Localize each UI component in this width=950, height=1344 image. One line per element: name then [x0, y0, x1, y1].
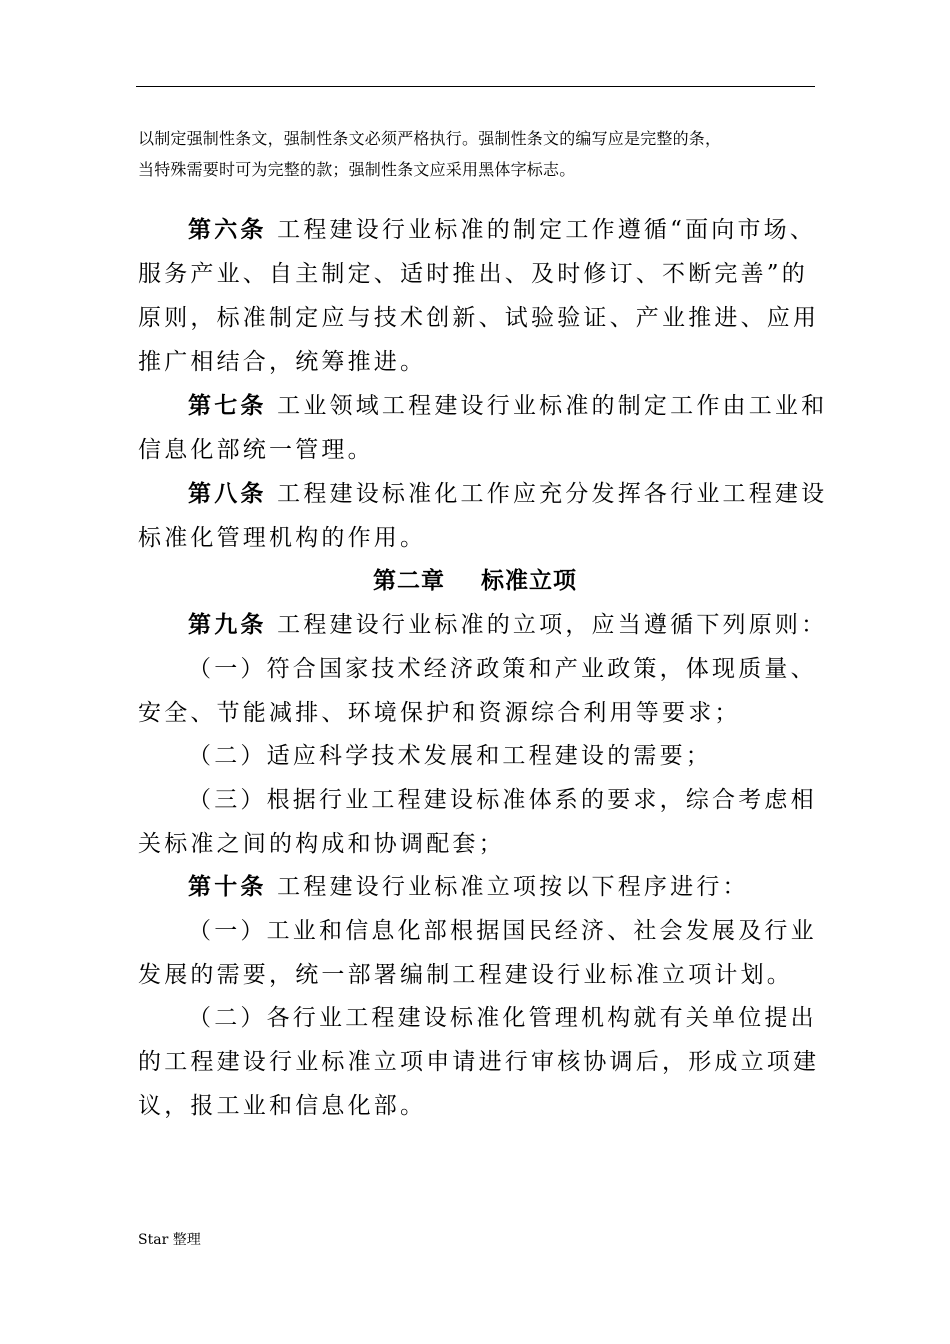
article-7-first-line	[188, 391, 827, 421]
article-10-item-2-line-2: 的工程建设行业标准立项申请进行审核协调后，形成立项建	[138, 1049, 820, 1075]
article-9-text: 工程建设行业标准的立项，应当遵循下列原则：	[266, 612, 828, 638]
article-9-item-3-line-2: 关标准之间的构成和协调配套；	[138, 831, 505, 857]
article-8-line-2: 标准化管理机构的作用。	[138, 525, 427, 551]
article-6-line-3: 原则，标准制定应与技术创新、试验验证、产业推进、应用	[138, 305, 820, 331]
continuation-line-1: 以制定强制性条文，强制性条文必须严格执行。强制性条文的编写应是完整的条，	[138, 129, 722, 148]
article-10-item-1-line-2: 发展的需要，统一部署编制工程建设行业标准立项计划。	[138, 962, 793, 988]
article-8-text: 工程建设标准化工作应充分发挥各行业工程建设	[266, 481, 828, 507]
article-6-text: 工程建设行业标准的制定工作遵循“面向市场、	[266, 217, 817, 243]
article-9-item-2: （二）适应科学技术发展和工程建设的需要；	[188, 743, 712, 769]
article-9-item-1-line-2: 安全、节能减排、环境保护和资源综合利用等要求；	[138, 700, 741, 726]
continuation-line-2: 当特殊需要时可为完整的款；强制性条文应采用黑体字标志。	[138, 160, 576, 179]
article-9-item-1-line-1: （一）符合国家技术经济政策和产业政策，体现质量、	[188, 656, 817, 682]
article-7-text: 工业领域工程建设行业标准的制定工作由工业和	[266, 393, 828, 419]
article-9-first-line	[188, 610, 827, 640]
article-7-line-2: 信息化部统一管理。	[138, 437, 374, 463]
article-6-line-4: 推广相结合，统筹推进。	[138, 349, 427, 375]
article-10-item-2-line-3: 议，报工业和信息化部。	[138, 1093, 427, 1119]
article-10-first-line	[188, 872, 749, 902]
article-10-label: 第十条	[188, 873, 267, 900]
article-6-first-line	[188, 215, 816, 245]
article-10-item-2-line-1: （二）各行业工程建设标准化管理机构就有关单位提出	[188, 1005, 817, 1031]
article-8-first-line	[188, 479, 827, 509]
article-9-item-3-line-1: （三）根据行业工程建设标准体系的要求，综合考虑相	[188, 787, 817, 813]
chapter-2-heading: 第二章 标准立项	[372, 567, 578, 594]
article-6-label: 第六条	[188, 216, 267, 243]
header-rule	[136, 86, 815, 87]
article-6-line-2: 服务产业、自主制定、适时推出、及时修订、不断完善”的	[138, 261, 808, 287]
article-10-text: 工程建设行业标准立项按以下程序进行：	[266, 874, 749, 900]
article-9-label: 第九条	[188, 611, 267, 638]
article-10-item-1-line-1: （一）工业和信息化部根据国民经济、社会发展及行业	[188, 918, 817, 944]
article-7-label: 第七条	[188, 392, 267, 419]
article-8-label: 第八条	[188, 480, 267, 507]
footer-text: Star 整理	[138, 1232, 201, 1248]
